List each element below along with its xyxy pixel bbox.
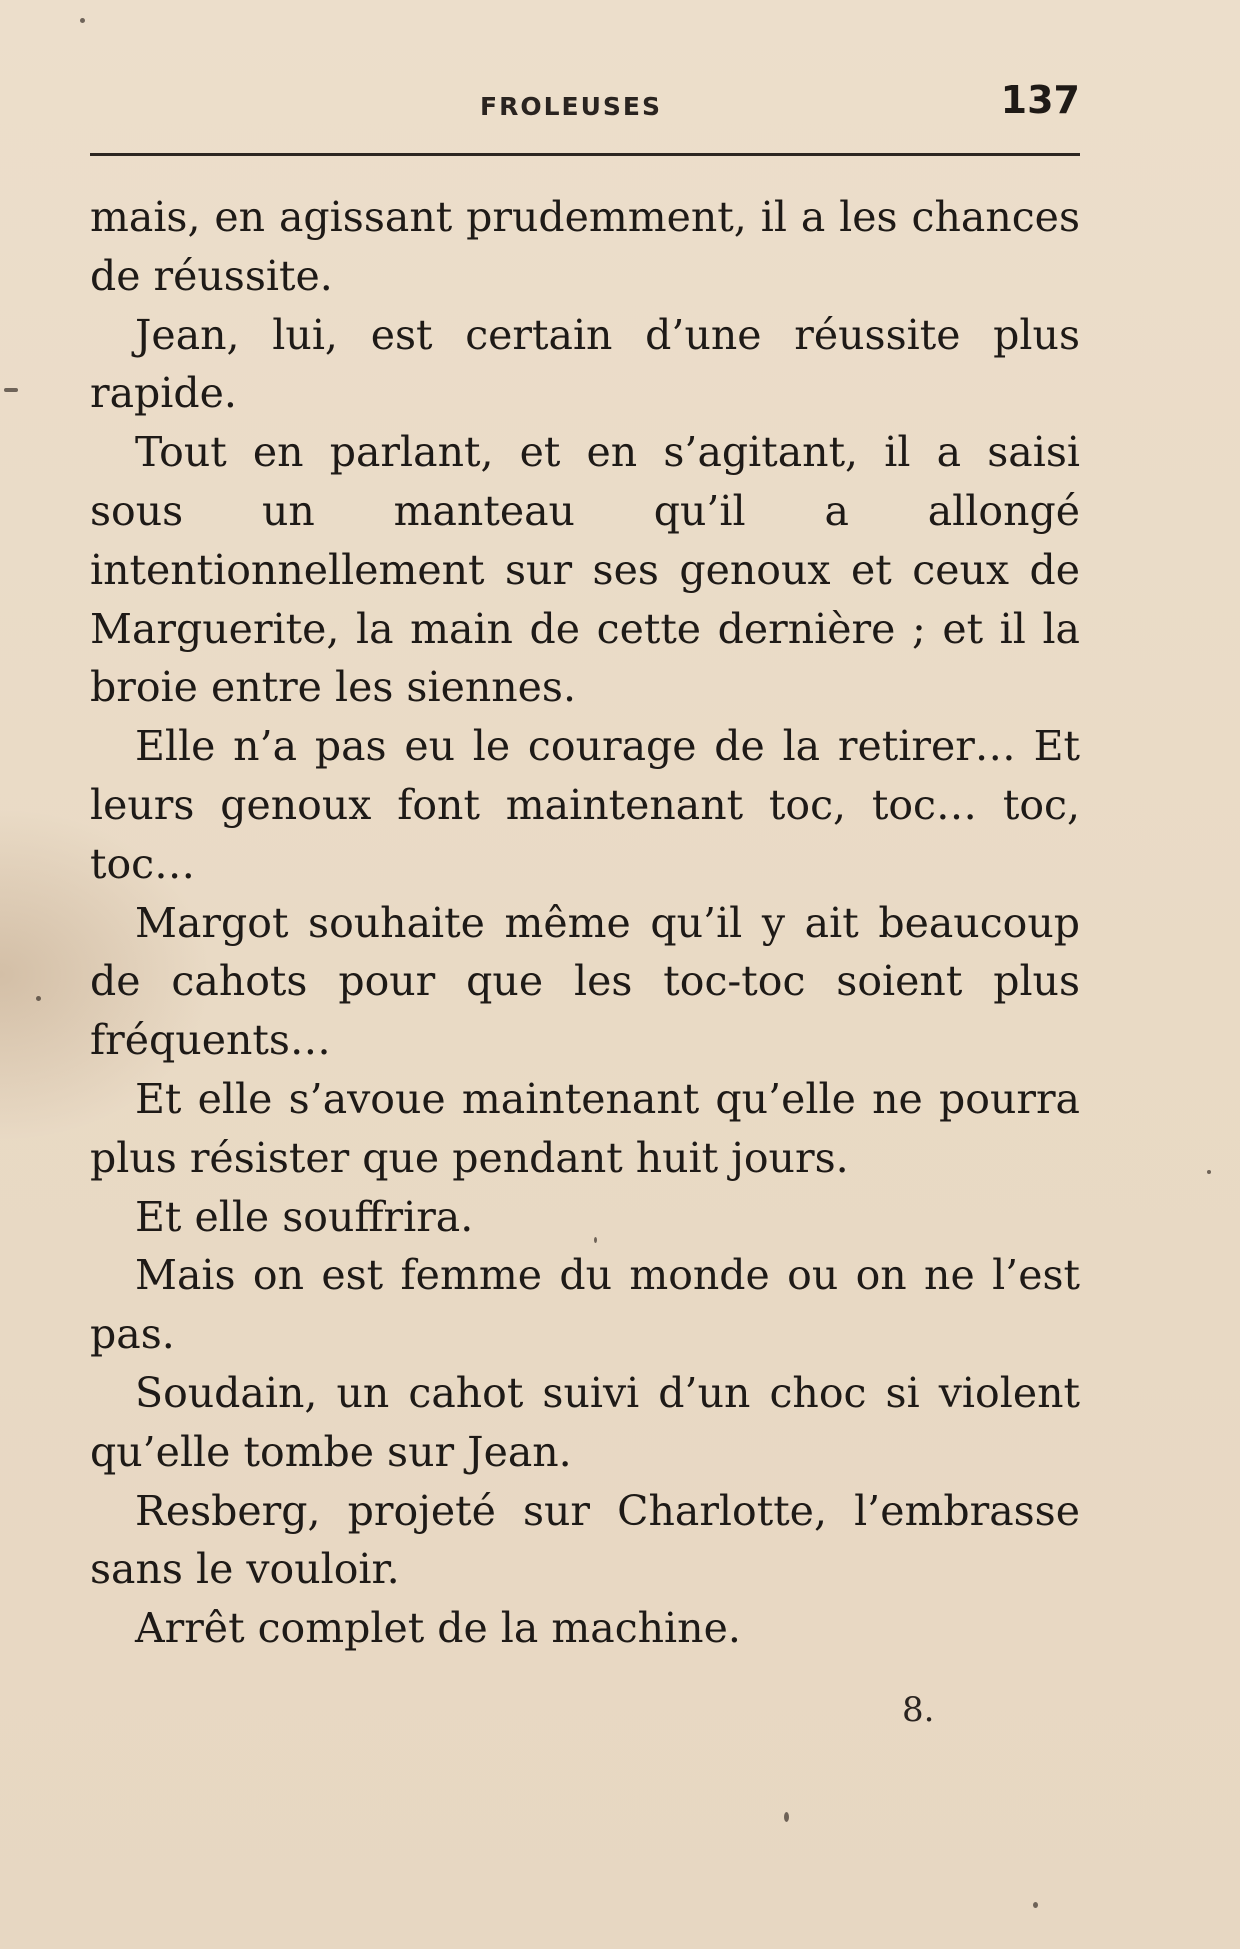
paragraph: Jean, lui, est certain d’une réussite plus rapide.	[90, 310, 1080, 418]
paragraph: Arrêt complet de la machine.	[135, 1604, 741, 1653]
paragraph: Soudain, un cahot suivi d’un choc si violent qu’elle tombe sur Jean.	[90, 1368, 1080, 1476]
paragraph: Et elle souffrira.	[135, 1192, 474, 1241]
ink-speck	[784, 1812, 789, 1822]
paragraph: Elle n’a pas eu le courage de la retirer… Et leurs genoux font maintenant toc, toc… toc, toc…	[90, 722, 1080, 888]
paragraph: Mais on est femme du monde ou on ne l’est pas.	[90, 1251, 1080, 1359]
ink-speck	[80, 18, 85, 23]
ink-speck	[4, 388, 18, 392]
paragraph: mais, en agissant prudemment, il a les chances de réussite.	[90, 193, 1080, 300]
signature-mark: 8.	[902, 1690, 935, 1730]
ink-speck	[36, 996, 41, 1001]
ink-speck	[594, 1237, 597, 1243]
ink-speck	[1207, 1170, 1211, 1174]
page-number: 137	[1000, 78, 1080, 122]
body-text	[90, 188, 1080, 1658]
paragraph: Margot souhaite même qu’il y ait beaucoup de cahots pour que les toc-toc soient plus fréquents…	[90, 898, 1080, 1065]
running-head: FROLEUSES	[480, 92, 662, 121]
paragraph: Tout en parlant, et en s’agitant, il a saisi sous un manteau qu’il a allongé intentionnellement sur ses genoux et ceux de Marguerite, la main de cette dernière ; et il la broie entre les siennes.	[90, 428, 1080, 712]
ink-speck	[1033, 1902, 1038, 1908]
page-header	[90, 78, 1080, 128]
paragraph: Resberg, projeté sur Charlotte, l’embrasse sans le vouloir.	[90, 1486, 1080, 1594]
paragraph: Et elle s’avoue maintenant qu’elle ne pourra plus résister que pendant huit jours.	[90, 1074, 1080, 1182]
header-rule	[90, 153, 1080, 156]
